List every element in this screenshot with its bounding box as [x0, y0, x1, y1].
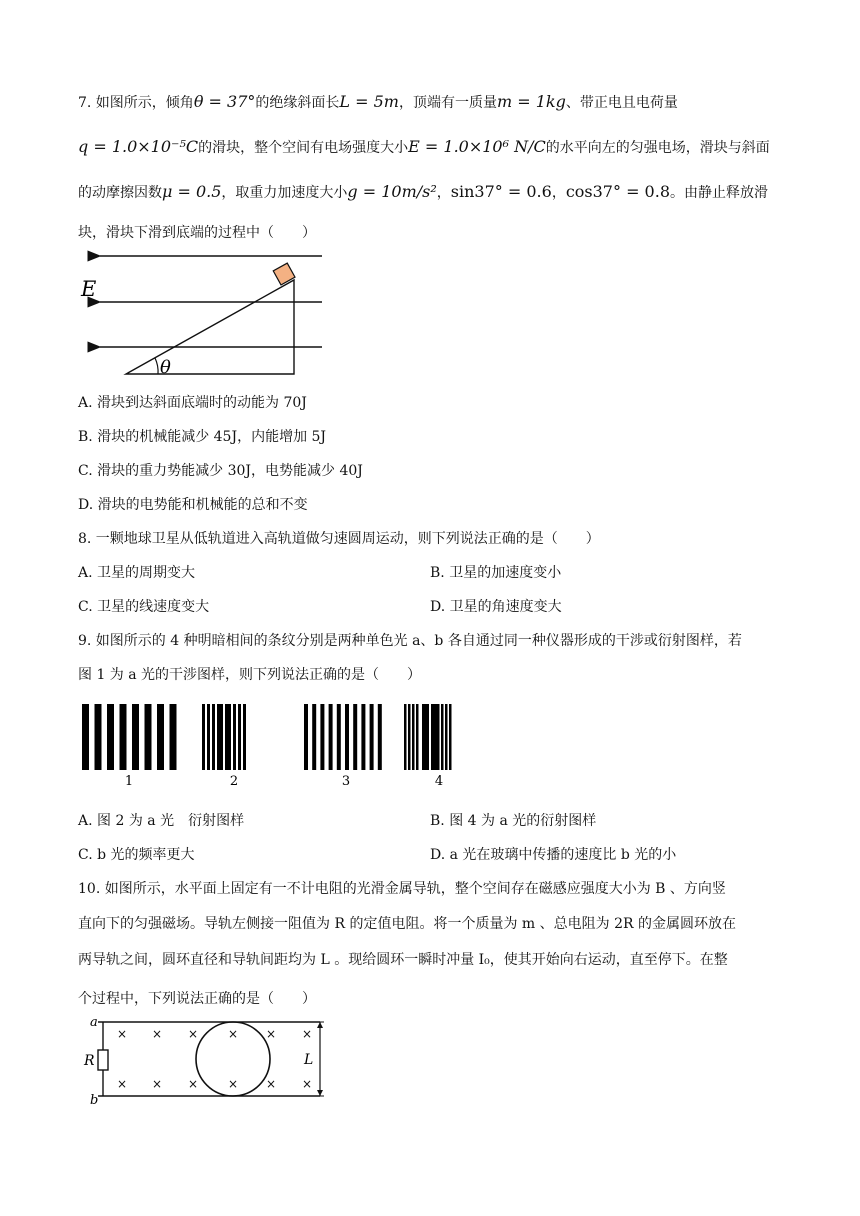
fringe-bar	[202, 704, 205, 770]
q7-option-d[interactable]: D. 滑块的电势能和机械能的总和不变	[78, 497, 308, 513]
fringe-bar	[412, 704, 415, 770]
q10-rail-ring-figure	[82, 1012, 342, 1108]
field-x-mark: ×	[227, 1027, 239, 1041]
q9-stem-line-2: 图 1 为 a 光的干涉图样，则下列说法正确的是（ ）	[78, 667, 422, 683]
q9-fringe-patterns-figure	[82, 700, 462, 792]
fringe-bar	[243, 704, 246, 770]
fringe-bar	[120, 704, 127, 770]
q7-text: ，	[436, 185, 451, 201]
field-x-mark: ×	[265, 1077, 277, 1091]
fringe-bar	[353, 704, 357, 770]
q8-option-d[interactable]: D. 卫星的角速度变大	[430, 599, 562, 615]
fringe-bar	[170, 704, 177, 770]
q9-option-c[interactable]: C. b 光的频率更大	[78, 847, 195, 863]
field-x-mark: ×	[116, 1077, 128, 1091]
field-x-mark: ×	[227, 1077, 239, 1091]
q10-stem-line-1: 10. 如图所示，水平面上固定有一不计电阻的光滑金属导轨，整个空间存在磁感应强度大小为 B 、方向竖	[78, 881, 726, 897]
fringe-bar	[361, 704, 365, 770]
label-a: a	[90, 1015, 98, 1030]
fringe-bar	[320, 704, 324, 770]
fringe-bar	[82, 704, 89, 770]
field-x-mark: ×	[116, 1027, 128, 1041]
fringe-bar	[312, 704, 316, 770]
q7-text: ，取重力加速度大小	[221, 185, 348, 201]
field-x-mark: ×	[151, 1077, 163, 1091]
fringe-bar	[404, 704, 407, 770]
q10-stem-line-2: 直向下的匀强磁场。导轨左侧接一阻值为 R 的定值电阻。将一个质量为 m 、总电阻为 2R 的金属圆环放在	[78, 916, 736, 932]
pattern-label-3: 3	[341, 774, 351, 789]
magnetic-field-marks	[117, 1027, 312, 1091]
fringe-bar	[437, 704, 440, 770]
field-x-mark: ×	[187, 1027, 199, 1041]
label-L: L	[304, 1052, 314, 1068]
q9-option-b[interactable]: B. 图 4 为 a 光的衍射图样	[430, 813, 597, 829]
q7-text: 的动摩擦因数	[78, 185, 162, 201]
fringe-bar	[212, 704, 215, 770]
fringe-bar	[304, 704, 308, 770]
fringe-bar	[345, 704, 349, 770]
fringe-bar	[157, 704, 164, 770]
fringe-bar	[207, 704, 210, 770]
fringe-bar	[370, 704, 374, 770]
q7-formula-g: g = 10m/s²	[347, 182, 437, 201]
q7-text: ，	[551, 185, 566, 201]
incline-triangle	[126, 280, 294, 374]
label-b: b	[90, 1093, 99, 1108]
field-x-mark: ×	[151, 1027, 163, 1041]
pattern-label-4: 4	[434, 774, 444, 789]
field-x-mark: ×	[265, 1027, 277, 1041]
q9-stem-line-1: 9. 如图所示的 4 种明暗相间的条纹分别是两种单色光 a、b 各自通过同一种仪器形成的干涉或衍射图样，若	[78, 633, 742, 649]
q7-stem-line-1	[78, 92, 678, 112]
fringe-bar	[238, 704, 241, 770]
fringe-bar	[337, 704, 341, 770]
fringe-bar	[95, 704, 102, 770]
label-theta: θ	[160, 357, 171, 378]
q7-text: 7. 如图所示，倾角	[78, 95, 194, 111]
fringe-bars	[82, 704, 452, 770]
q7-option-c[interactable]: C. 滑块的重力势能减少 30J，电势能减少 40J	[78, 463, 363, 479]
q7-stem-line-3	[78, 182, 768, 202]
q9-option-d[interactable]: D. a 光在玻璃中传播的速度比 b 光的小	[430, 847, 677, 863]
fringe-bar	[378, 704, 382, 770]
q7-formula-cos: cos37° = 0.8	[565, 182, 670, 201]
q7-stem-line-2	[78, 137, 770, 157]
pattern-label-1: 1	[124, 774, 134, 789]
q7-stem-line-4: 块，滑块下滑到底端的过程中（ ）	[78, 225, 316, 241]
q10-stem-line-4: 个过程中，下列说法正确的是（ ）	[78, 991, 316, 1007]
fringe-bar	[233, 704, 236, 770]
fringe-bar	[132, 704, 139, 770]
fringe-bar	[441, 704, 444, 770]
q7-formula-mu: μ = 0.5	[162, 182, 222, 201]
pattern-label-2: 2	[229, 774, 239, 789]
q10-stem-line-3: 两导轨之间，圆环直径和导轨间距均为 L 。现给圆环一瞬时冲量 I₀，使其开始向右运动，直至停下。在整	[78, 952, 728, 968]
q7-formula-length: L = 5m	[339, 92, 399, 111]
q9-option-a[interactable]: A. 图 2 为 a 光 衍射图样	[78, 813, 245, 829]
q7-text: 的绝缘斜面长	[255, 95, 340, 111]
fringe-bar	[416, 704, 419, 770]
resistor	[98, 1050, 108, 1070]
fringe-bar	[449, 704, 452, 770]
angle-arc	[155, 358, 158, 374]
field-x-mark: ×	[187, 1077, 199, 1091]
q8-option-b[interactable]: B. 卫星的加速度变小	[430, 565, 562, 581]
q7-formula-theta: θ = 37°	[193, 92, 256, 111]
q7-text: 的滑块，整个空间有电场强度大小	[198, 140, 409, 156]
q7-option-a[interactable]: A. 滑块到达斜面底端时的动能为 70J	[78, 395, 307, 411]
q7-formula-sin: sin37° = 0.6	[450, 182, 552, 201]
q7-text: 。由静止释放滑	[670, 185, 768, 201]
q8-option-c[interactable]: C. 卫星的线速度变大	[78, 599, 210, 615]
fringe-bar	[422, 704, 429, 770]
q8-option-a[interactable]: A. 卫星的周期变大	[78, 565, 196, 581]
fringe-bar	[145, 704, 152, 770]
fringe-bar	[225, 704, 231, 770]
fringe-bar	[217, 704, 223, 770]
label-E: E	[81, 277, 97, 301]
q7-text: 、带正电且电荷量	[565, 95, 678, 111]
fringe-bar	[107, 704, 114, 770]
fringe-bar	[431, 704, 438, 770]
fringe-bar	[445, 704, 448, 770]
field-x-mark: ×	[301, 1077, 313, 1091]
q7-option-b[interactable]: B. 滑块的机械能减少 45J，内能增加 5J	[78, 429, 327, 445]
field-x-mark: ×	[301, 1027, 313, 1041]
q7-incline-figure	[76, 248, 336, 380]
q7-formula-field: E = 1.0×10⁶ N/C	[408, 137, 546, 156]
q7-text: 的水平向左的匀强电场，滑块与斜面	[545, 140, 770, 156]
q7-formula-mass: m = 1kg	[496, 92, 566, 111]
q7-formula-charge: q = 1.0×10⁻⁵C	[78, 137, 199, 156]
q7-text: ，顶端有一质量	[398, 95, 497, 111]
label-R: R	[84, 1053, 95, 1069]
fringe-bar	[408, 704, 411, 770]
q8-stem: 8. 一颗地球卫星从低轨道进入高轨道做匀速圆周运动，则下列说法正确的是（ ）	[78, 531, 600, 547]
fringe-bar	[329, 704, 333, 770]
